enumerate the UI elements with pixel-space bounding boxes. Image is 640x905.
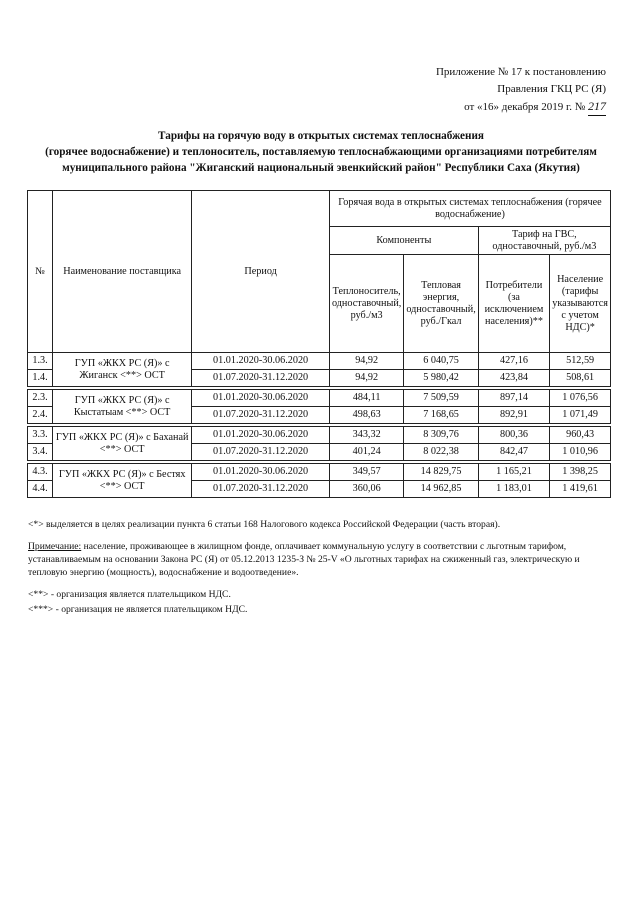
row-period: 01.01.2020-30.06.2020 [192,427,330,444]
row-period: 01.07.2020-31.12.2020 [192,481,330,498]
row-number: 4.3. [28,464,53,481]
row-number: 3.3. [28,427,53,444]
carrier-value: 94,92 [329,353,403,370]
header-no: № [28,191,53,353]
population-value: 512,59 [550,353,611,370]
carrier-value: 401,24 [329,444,403,461]
population-value: 1 010,96 [550,444,611,461]
row-period: 01.01.2020-30.06.2020 [192,390,330,407]
document-title [24,128,618,176]
population-value: 1 419,61 [550,481,611,498]
appendix-line-1: Приложение № 17 к постановлению [435,66,606,78]
appendix-date-line [436,98,606,116]
row-number: 1.3. [28,353,53,370]
consumers-value: 423,84 [478,370,549,387]
energy-value: 8 309,76 [404,427,478,444]
population-value: 960,43 [550,427,611,444]
header-consumers: Потребители (за исключением населения)** [478,255,549,353]
consumers-value: 842,47 [478,444,549,461]
energy-value: 5 980,42 [404,370,478,387]
carrier-value: 498,63 [329,407,403,424]
header-hot-water: Горячая вода в открытых системах теплоснабжения (горячее водоснабжение) [329,191,610,227]
carrier-value: 360,06 [329,481,403,498]
population-value: 1 398,25 [550,464,611,481]
population-value: 508,61 [550,370,611,387]
consumers-value: 427,16 [478,353,549,370]
consumers-value: 1 165,21 [478,464,549,481]
appendix-date-text: от «16» декабря 2019 г. № [464,101,586,113]
appendix-line-2: Правления ГКЦ РС (Я) [497,83,606,95]
energy-value: 14 962,85 [404,481,478,498]
footnote-two-star: <**> - организация является плательщиком НДС. [28,589,231,600]
supplier-name: ГУП «ЖКХ РС (Я)» с Баханай <**> ОСТ [53,427,192,461]
title-line-2: (горячее водоснабжение) и теплоноситель, поставляемую теплоснабжающими организациями потребителям [45,146,597,158]
supplier-name: ГУП «ЖКХ РС (Я)» с Кыстатыам <**> ОСТ [53,390,192,424]
table-row [28,353,611,370]
energy-value: 7 509,59 [404,390,478,407]
row-period: 01.07.2020-31.12.2020 [192,407,330,424]
carrier-value: 484,11 [329,390,403,407]
row-number: 1.4. [28,370,53,387]
row-period: 01.07.2020-31.12.2020 [192,444,330,461]
remark-text: население, проживающее в жилищном фонде, оплачивает коммунальную услугу в соответствии с льготным тарифом, устанавливаемым на основании Закона РС (Я) от 05.12.2013 1235-З № 25-V «О льготных тарифах на сжиженный газ, электрическую и тепловую энергию (мощность), водоснабжение и водоотведение». [28,541,580,578]
header-supplier: Наименование поставщика [53,191,192,353]
row-number: 2.3. [28,390,53,407]
energy-value: 6 040,75 [404,353,478,370]
tariff-table [27,190,611,498]
header-carrier: Теплоноситель, одноставочный, руб./м3 [329,255,403,353]
carrier-value: 349,57 [329,464,403,481]
energy-value: 8 022,38 [404,444,478,461]
consumers-value: 1 183,01 [478,481,549,498]
population-value: 1 076,56 [550,390,611,407]
footnote-star: <*> выделяется в целях реализации пункта 6 статьи 168 Налогового кодекса Российской Федерации (часть вторая). [28,519,501,530]
row-number: 3.4. [28,444,53,461]
remark-label: Примечание: [28,541,82,552]
row-period: 01.07.2020-31.12.2020 [192,370,330,387]
title-line-1: Тарифы на горячую воду в открытых системах теплоснабжения [158,130,484,142]
remark [28,540,612,579]
table-row [28,390,611,407]
population-value: 1 071,49 [550,407,611,424]
header-energy: Тепловая энергия, одноставочный, руб./Гкал [404,255,478,353]
carrier-value: 94,92 [329,370,403,387]
energy-value: 14 829,75 [404,464,478,481]
supplier-name: ГУП «ЖКХ РС (Я)» с Бестях <**> ОСТ [53,464,192,498]
row-period: 01.01.2020-30.06.2020 [192,353,330,370]
row-number: 2.4. [28,407,53,424]
consumers-value: 892,91 [478,407,549,424]
row-number: 4.4. [28,481,53,498]
header-tariff-gvs: Тариф на ГВС, одноставочный, руб./м3 [478,227,610,255]
footnotes [28,518,612,625]
resolution-number: 217 [588,98,606,116]
footnote-three-star: <***> - организация не является плательщиком НДС. [28,604,248,615]
header-population: Население (тарифы указываются с учетом НДС)* [550,255,611,353]
appendix-header [436,64,606,116]
table-row [28,464,611,481]
header-components: Компоненты [329,227,478,255]
energy-value: 7 168,65 [404,407,478,424]
title-line-3: муниципального района "Жиганский национальный эвенкийский район" Республики Саха (Якутия) [62,162,580,174]
carrier-value: 343,32 [329,427,403,444]
consumers-value: 897,14 [478,390,549,407]
row-period: 01.01.2020-30.06.2020 [192,464,330,481]
header-period: Период [192,191,330,353]
supplier-name: ГУП «ЖКХ РС (Я)» с Жиганск <**> ОСТ [53,353,192,387]
table-row [28,427,611,444]
consumers-value: 800,36 [478,427,549,444]
